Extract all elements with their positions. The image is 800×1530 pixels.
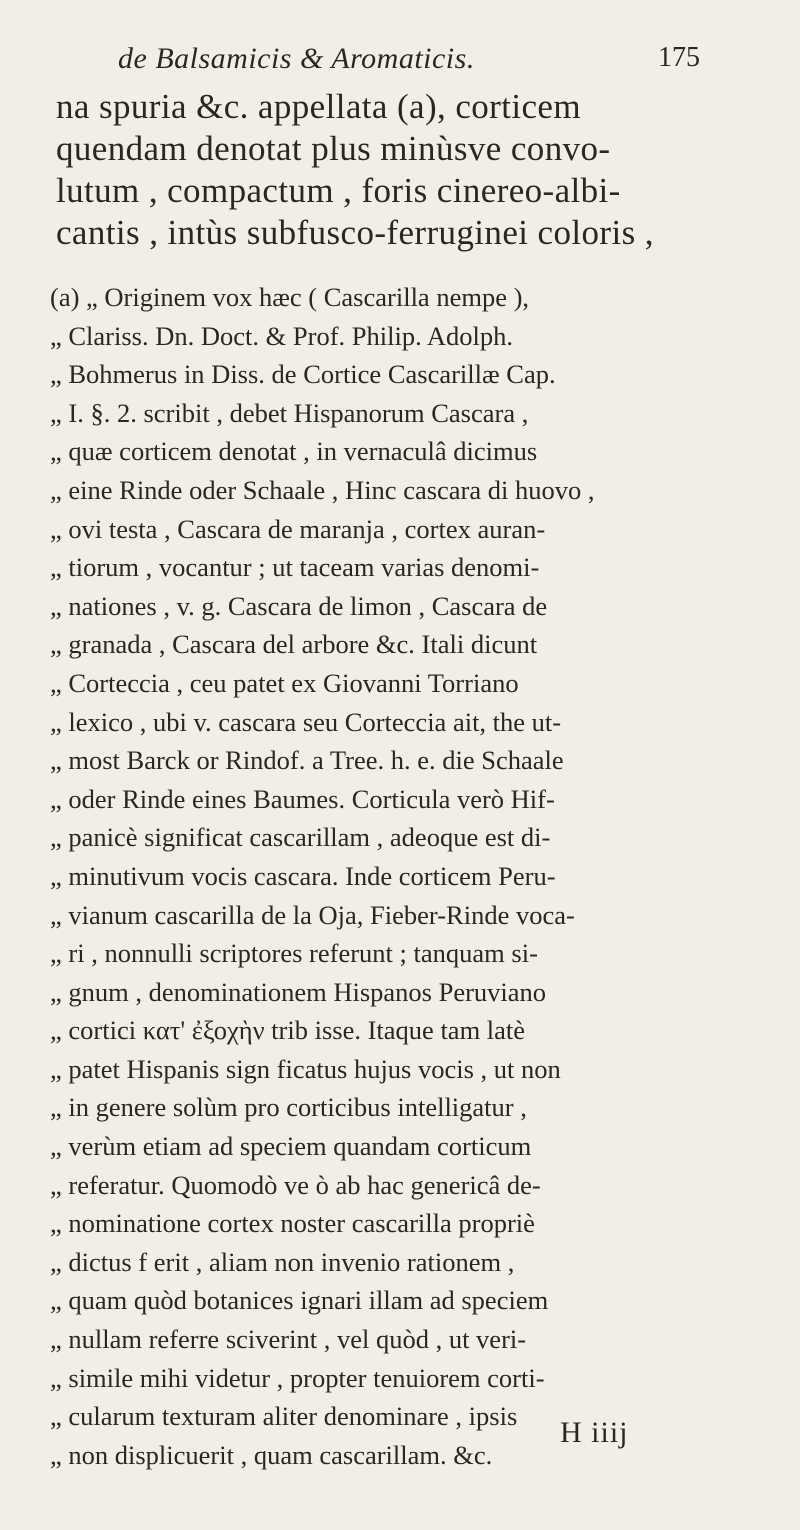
footnote-line: „ patet Hispanis sign ficatus hujus vocis , ut non: [50, 1053, 561, 1084]
body-text-line: lutum , compactum , foris cinereo-albi-: [56, 171, 621, 210]
footnote-line: „ vianum cascarilla de la Oja, Fieber-Rinde voca-: [50, 899, 575, 930]
footnote-line: „ tiorum , vocantur ; ut taceam varias denomi-: [50, 552, 540, 583]
running-title: de Balsamicis & Aromaticis.: [118, 42, 475, 75]
footnote-line: „ nullam referre sciverint , vel quòd , ut veri-: [50, 1324, 527, 1355]
footnote-line: „ Corteccia , ceu patet ex Giovanni Torriano: [50, 667, 519, 698]
body-paragraph: [56, 86, 746, 254]
footnote-line: „ Clariss. Dn. Doct. & Prof. Philip. Adolph.: [50, 320, 514, 351]
footnote-line: „ Bohmerus in Diss. de Cortice Cascarillæ Cap.: [50, 359, 556, 390]
footnote-line: „ panicè significat cascarillam , adeoque est di-: [50, 822, 551, 853]
footnote-line: „ verùm etiam ad speciem quandam corticum: [50, 1131, 532, 1162]
footnote-line: „ minutivum vocis cascara. Inde corticem Peru-: [50, 860, 556, 891]
footnote-line: „ non displicuerit , quam cascarillam. &c.: [50, 1439, 493, 1470]
footnote-line: „ granada , Cascara del arbore &c. Itali dicunt: [50, 629, 538, 660]
footnote-line: „ in genere solùm pro corticibus intelligatur ,: [50, 1092, 527, 1123]
footnote-line: „ simile mihi videtur , propter tenuiorem corti-: [50, 1362, 545, 1393]
footnote-line: „ cortici κατ' ἐξοχὴν trib isse. Itaque tam latè: [50, 1015, 526, 1046]
body-text-line: cantis , intùs subfusco-ferruginei coloris ,: [56, 213, 654, 252]
footnote-line: „ most Barck or Rindof. a Tree. h. e. die Schaale: [50, 745, 564, 776]
footnote-line: „ nationes , v. g. Cascara de limon , Cascara de: [50, 590, 548, 621]
footnote-line: „ quæ corticem denotat , in vernaculâ dicimus: [50, 436, 538, 467]
footnote-line: „ referatur. Quomodò ve ò ab hac genericâ de-: [50, 1169, 541, 1200]
footnote-line: „ dictus f erit , aliam non invenio rationem ,: [50, 1246, 515, 1277]
page-number: 175: [658, 42, 700, 73]
page-header: [118, 42, 700, 82]
footnote-line: „ quam quòd botanices ignari illam ad speciem: [50, 1285, 549, 1316]
footnote-line: „ gnum , denominationem Hispanos Peruviano: [50, 976, 547, 1007]
footnote-line: (a) „ Originem vox hæc ( Cascarilla nempe ),: [50, 282, 530, 312]
signature-mark: H iiij: [560, 1416, 629, 1449]
footnote: [50, 278, 760, 1474]
footnote-line: „ cularum texturam aliter denominare , ipsis: [50, 1401, 518, 1432]
body-text-line: quendam denotat plus minùsve convo-: [56, 129, 611, 168]
footnote-line: „ I. §. 2. scribit , debet Hispanorum Cascara ,: [50, 397, 529, 428]
footnote-line: „ nominatione cortex noster cascarilla propriè: [50, 1208, 535, 1239]
body-text-line: na spuria &c. appellata (a), corticem: [56, 87, 581, 126]
footnote-line: „ lexico , ubi v. cascara seu Corteccia ait, the ut-: [50, 706, 562, 737]
footnote-line: „ oder Rinde eines Baumes. Corticula verò Hif-: [50, 783, 555, 814]
footnote-line: „ ovi testa , Cascara de maranja , cortex auran-: [50, 513, 546, 544]
footnote-line: „ ri , nonnulli scriptores referunt ; tanquam si-: [50, 938, 538, 969]
footnote-line: „ eine Rinde oder Schaale , Hinc cascara di huovo ,: [50, 474, 595, 505]
